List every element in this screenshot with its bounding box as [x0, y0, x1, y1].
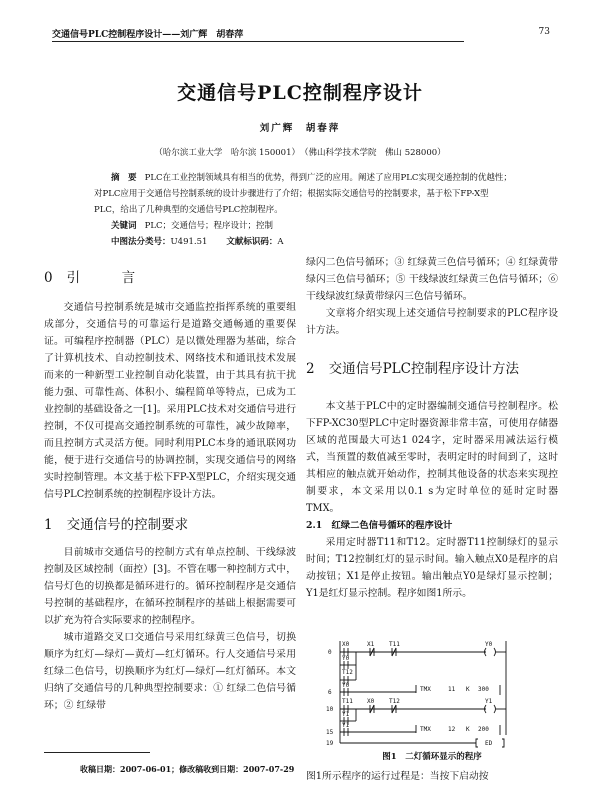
contact-label: Y1: [342, 711, 350, 718]
contact-label: T11: [389, 641, 400, 648]
section-1-heading: [44, 517, 296, 534]
step-number: 6: [328, 689, 332, 696]
section-title: 交通信号的控制要求: [66, 517, 189, 533]
abstract-label: 摘 要: [111, 173, 137, 183]
section-title: 交通信号PLC控制程序设计方法: [328, 361, 519, 377]
affiliations: （哈尔滨工业大学 哈尔滨 150001） （佛山科学技术学院 佛山 528000）: [154, 148, 446, 158]
contact-label: Y0: [342, 682, 350, 689]
output-label: Y0: [485, 641, 493, 648]
doc-code-value: A: [277, 237, 284, 247]
step-number: 19: [326, 740, 334, 747]
subsection-2-1-paragraph: 采用定时器T11和T12。定时器T11控制绿灯的显示时间；T12控制红灯的显示时间。输入触点X0是程序的启动按钮；X1是停止按钮。输出触点Y0是绿灯显示控制；Y1是红灯显示控制。程序如图1所示。: [306, 537, 558, 599]
abstract: [94, 170, 514, 218]
step-number: 15: [326, 729, 334, 736]
section-1-paragraph-2: 城市道路交叉口交通信号采用红绿黄三色信号，切换顺序为红灯—绿灯—黄灯—红灯循环。行人交通信号采用红绿二色信号，切换顺序为红灯—绿灯—红灯循环。本文归纳了交通信号的几种典型控制要求：① 红绿二色信号循环；② 红绿带: [44, 632, 296, 711]
section-2-paragraph-1: 本文基于PLC中的定时器编制交通信号控制程序。松下FP-XC30型PLC中定时器资源非常丰富，可使用存储器区域的范围最大可达1 024字，定时器采用减法运行模式，当预置的数值减至零时，表明定时的时间到了，这时其相应的触点就开始动作，控制其他设备的状态来实现控制要求，本文采用以0.1 s为定时单位的延时定时器TMX。: [306, 401, 558, 514]
section-1-paragraph-3: 文章将介绍实现上述交通信号控制要求的PLC程序设计方法。: [306, 308, 558, 336]
abstract-block: [94, 170, 514, 250]
authors: 刘广辉 胡春萍: [259, 123, 341, 134]
post-figure-text: 图1所示程序的运行过程是：当按下启动按: [306, 771, 489, 782]
section-1-paragraph-2-cont: 绿闪二色信号循环；③ 红绿黄三色信号循环；④ 红绿黄带绿闪三色信号循环；⑤ 干线绿波红绿黄三色信号循环；⑥ 干线绿波红绿黄带绿闪三色信号循环。: [306, 257, 558, 302]
footnote-rule: [44, 752, 150, 753]
instruction-timer: 12: [448, 726, 456, 733]
section-number: 1: [44, 517, 53, 533]
ladder-diagram: [326, 635, 516, 749]
header-rule: [52, 41, 464, 42]
instruction-k: K: [466, 726, 470, 733]
contact-label: Y1: [342, 722, 350, 729]
instruction-k: K: [466, 686, 470, 693]
subsection-2-1-heading: 2.1 红绿二色信号循环的程序设计: [306, 520, 453, 531]
left-column: [44, 270, 296, 714]
doc-code-label: 文献标识码：: [226, 237, 278, 247]
abstract-text: PLC在工业控制领域具有相当的优势，得到广泛的应用。阐述了应用PLC实现交通控制的优越性；对PLC应用于交通信号控制系统的设计步骤进行了介绍；根据实际交通信号的控制要求，基于松下FP-X型PLC，给出了几种典型的交通信号PLC控制程序。: [94, 173, 512, 215]
contact-label: T12: [342, 669, 353, 676]
right-column: [306, 254, 558, 602]
instruction-op: TMX: [420, 726, 431, 733]
instruction-value: 200: [478, 726, 489, 733]
page-number: 73: [538, 27, 550, 37]
step-number: 0: [328, 649, 332, 656]
footnote-dates: 收稿日期：2007-06-01；修改稿收到日期：2007-07-29: [80, 764, 295, 774]
contact-label: X0: [342, 641, 350, 648]
keywords-text: PLC；交通信号；程序设计；控制: [144, 221, 273, 231]
instruction-op: TMX: [420, 686, 431, 693]
output-label: Y1: [485, 698, 493, 705]
keywords-label: 关键词: [111, 221, 137, 231]
contact-label: X0: [367, 698, 375, 705]
contact-label: T11: [342, 698, 353, 705]
section-number: 0: [44, 270, 53, 286]
section-2-heading: [306, 361, 558, 378]
paper-title: 交通信号PLC控制程序设计: [177, 82, 423, 104]
clc-label: 中图法分类号：: [111, 237, 171, 247]
instruction-value: 300: [478, 686, 489, 693]
clc-value: U491.51: [170, 237, 208, 247]
keywords: [94, 218, 514, 234]
running-head: [52, 27, 550, 40]
section-1-paragraph-1: 目前城市交通信号的控制方式有单点控制、干线绿波控制及区域控制（面控）[3]。不管在哪一种控制方式中，信号灯色的切换都是循环进行的。循环控制程序是交通信号控制的基础程序，在循环控制程序的基础上根据需要可以扩充为符合实际要求的控制程序。: [44, 547, 296, 626]
step-number: 10: [326, 706, 334, 713]
running-head-text: 交通信号PLC控制程序设计——刘广辉 胡春萍: [52, 30, 244, 40]
section-title: 引 言: [66, 270, 150, 286]
section-0-heading: [44, 270, 296, 287]
intro-paragraph: 交通信号控制系统是城市交通监控指挥系统的重要组成部分，交通信号的可靠运行是道路交通畅通的重要保证。可编程序控制器（PLC）是以微处理器为基础，综合了计算机技术、自动控制技术、网络技术和通讯技术发展而来的一种新型工业控制自动化装置，由于其具有抗干扰能力强、可靠性高、体积小、编程简单等特点，已成为工业控制的基础设备之一[1]。采用PLC技术对交通信号进行控制，不仅可提高交通控制系统的可靠性，减少故障率，而且控制方式灵活方便。同时利用PLC本身的通讯联网功能，便于进行交通信号的协调控制，实现交通信号的网络实时控制管理。本文基于松下FP-X型PLC，介绍实现交通信号PLC控制系统的控制程序设计方法。: [44, 302, 296, 500]
section-number: 2: [306, 361, 315, 377]
instruction-timer: 11: [448, 686, 456, 693]
contact-label: X1: [367, 641, 375, 648]
contact-label: Y0: [342, 655, 350, 662]
instruction-op: ED: [485, 740, 493, 747]
contact-label: T12: [389, 698, 400, 705]
classification: [94, 234, 514, 250]
figure-caption: 图1 二灯循环显示的程序: [382, 752, 482, 762]
